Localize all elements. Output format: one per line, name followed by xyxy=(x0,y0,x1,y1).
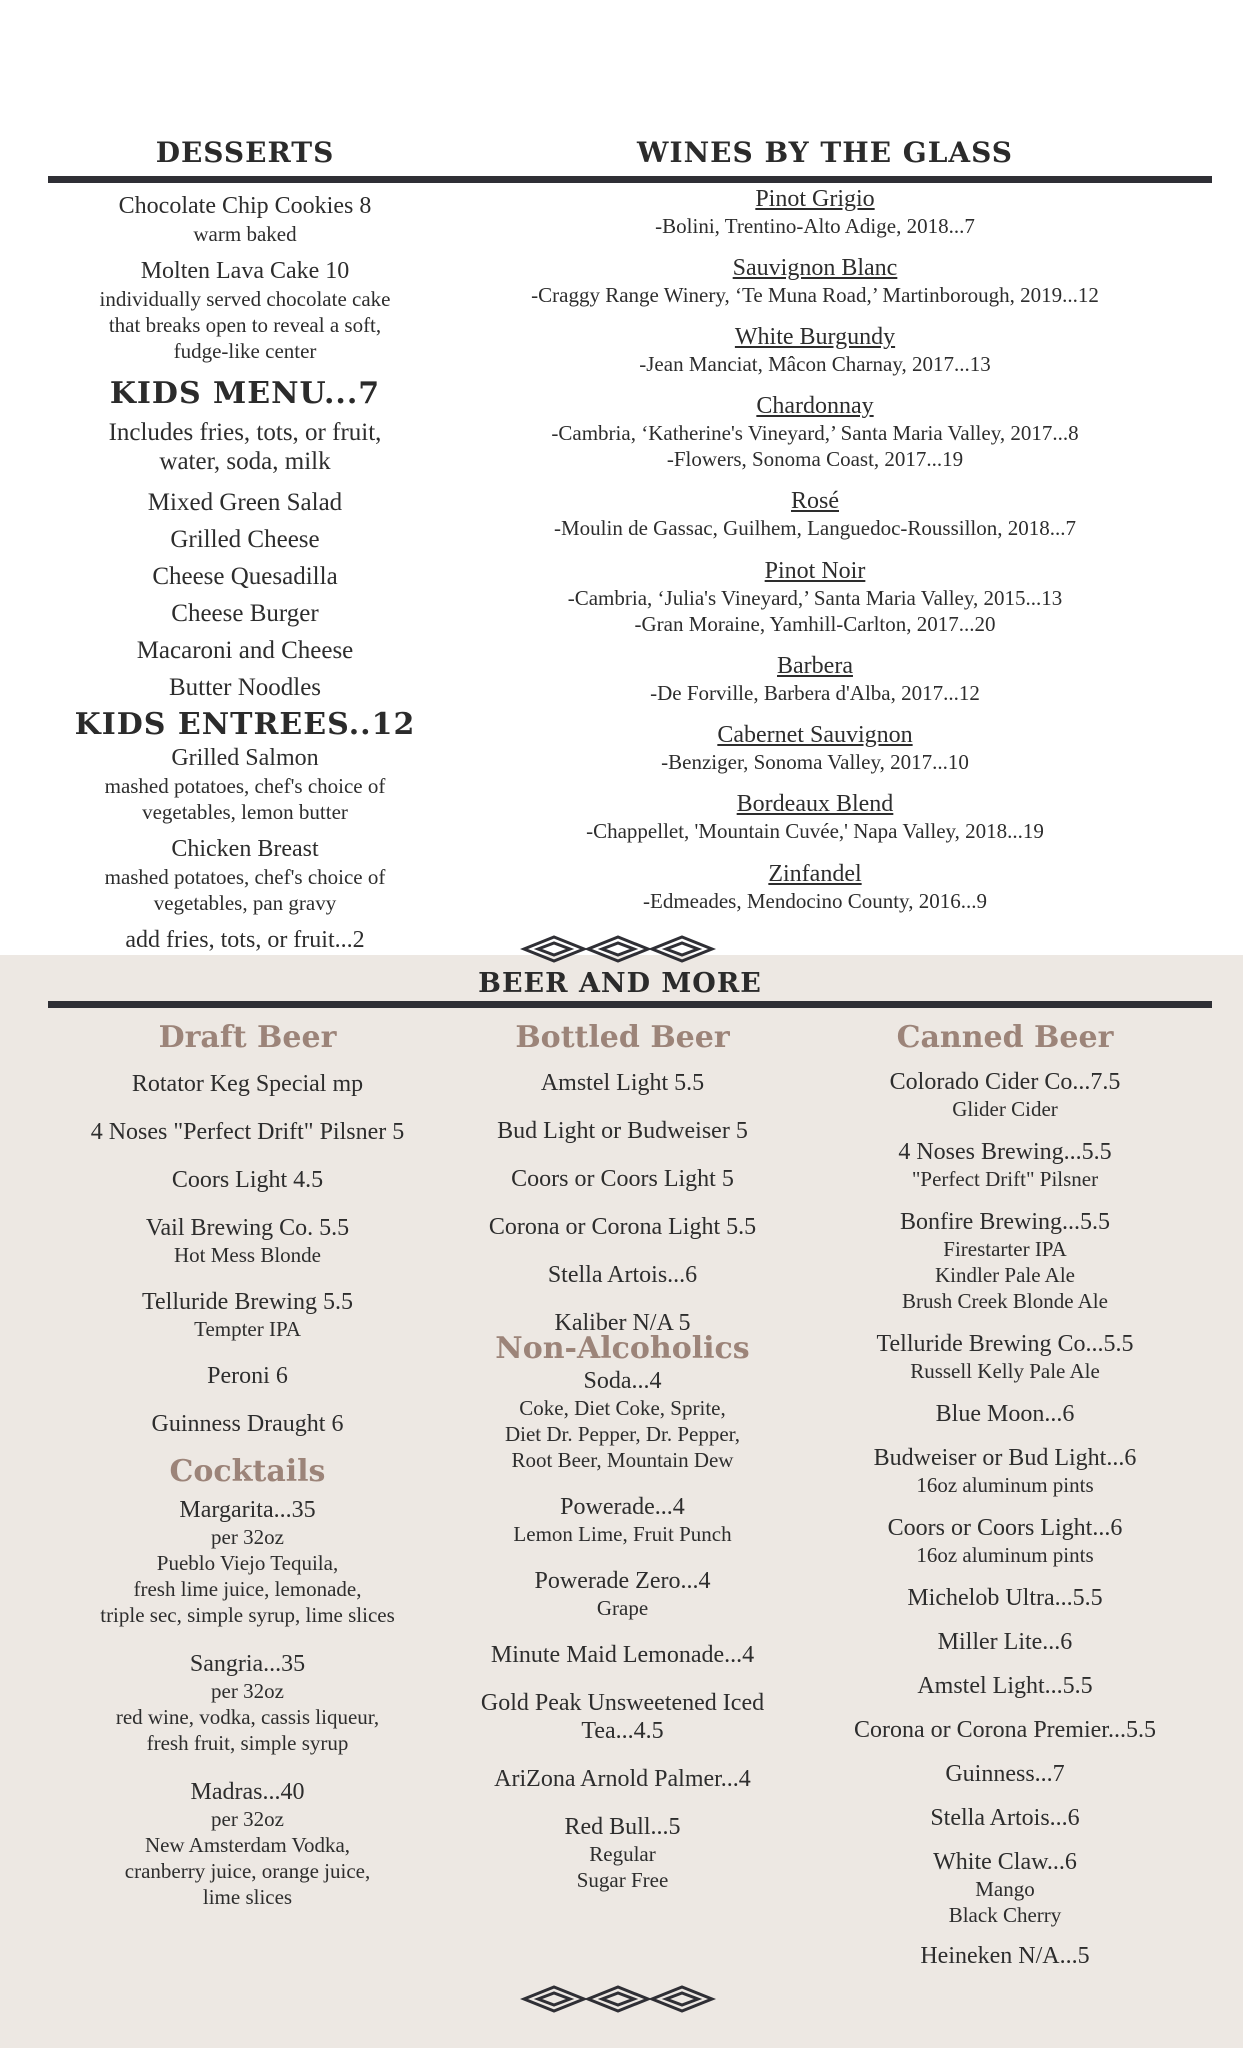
wine-name: Barbera xyxy=(777,653,853,679)
canned-beer-heading: Canned Beer xyxy=(896,1020,1114,1055)
draft-beer-heading: Draft Beer xyxy=(158,1020,337,1055)
bottled-item: Coors or Coors Light 5 xyxy=(511,1166,734,1192)
wine-name: Sauvignon Blanc xyxy=(732,255,898,281)
diamond-ornament-icon xyxy=(520,934,720,964)
cocktail-name: Sangria...35 xyxy=(189,1651,306,1677)
canned-item: Miller Lite...6 xyxy=(937,1629,1073,1655)
wine-item xyxy=(500,861,1130,914)
canned-item: Amstel Light...5.5 xyxy=(917,1673,1093,1699)
canned-item: Bonfire Brewing...5.5 xyxy=(900,1209,1110,1235)
wine-item xyxy=(500,558,1130,637)
non-alcoholic-desc: Lemon Lime, Fruit Punch xyxy=(513,1522,732,1546)
kids-menu-item: Macaroni and Cheese xyxy=(136,637,354,664)
desserts-heading: DESSERTS xyxy=(155,136,335,169)
canned-item-desc: Mango xyxy=(975,1877,1035,1901)
draft-item: 4 Noses "Perfect Drift" Pilsner 5 xyxy=(90,1119,405,1145)
wine-name: Zinfandel xyxy=(768,861,862,887)
kids-menu-item: Grilled Cheese xyxy=(170,526,320,553)
non-alcoholic-name: Red Bull...5 xyxy=(564,1814,681,1840)
draft-beer-column xyxy=(60,1020,435,1910)
wine-item xyxy=(500,393,1130,472)
cocktail-name: Margarita...35 xyxy=(179,1497,316,1523)
canned-item-desc: Brush Creek Blonde Ale xyxy=(902,1289,1108,1313)
draft-item: Guinness Draught 6 xyxy=(151,1411,344,1437)
wines-heading: WINES BY THE GLASS xyxy=(637,136,1013,169)
canned-item: Corona or Corona Premier...5.5 xyxy=(854,1717,1156,1743)
wine-name: Cabernet Sauvignon xyxy=(717,722,913,748)
beer-heading: BEER AND MORE xyxy=(478,968,762,999)
non-alcoholic-desc: Sugar Free xyxy=(576,1868,669,1892)
cocktail-desc: red wine, vodka, cassis liqueur, xyxy=(115,1705,380,1729)
wine-detail: -Benziger, Sonoma Valley, 2017...10 xyxy=(661,750,969,774)
wine-detail: -Craggy Range Winery, ‘Te Muna Road,’ Martinborough, 2019...12 xyxy=(531,283,1099,307)
kids-menu-item: Cheese Burger xyxy=(171,600,319,627)
cocktail-desc: Pueblo Viejo Tequila, xyxy=(156,1551,339,1575)
non-alcoholic-name: Gold Peak Unsweetened Iced xyxy=(480,1690,765,1716)
canned-item-desc: 16oz aluminum pints xyxy=(916,1543,1094,1567)
kids-menu-item: Cheese Quesadilla xyxy=(152,563,338,590)
kids-entree-name: Grilled Salmon xyxy=(171,745,319,771)
canned-item: Coors or Coors Light...6 xyxy=(887,1515,1123,1541)
cocktail-desc: fresh lime juice, lemonade, xyxy=(133,1577,362,1601)
canned-item: Heineken N/A...5 xyxy=(920,1943,1090,1969)
kids-includes: Includes fries, tots, or fruit, xyxy=(108,419,382,446)
wine-name: Chardonnay xyxy=(756,393,874,419)
canned-item: White Claw...6 xyxy=(933,1849,1077,1875)
non-alcoholic-name: AriZona Arnold Palmer...4 xyxy=(494,1766,751,1792)
dessert-desc: warm baked xyxy=(193,222,297,246)
canned-item-desc: Russell Kelly Pale Ale xyxy=(910,1359,1100,1383)
wine-name: White Burgundy xyxy=(734,324,896,350)
kids-entree-desc: mashed potatoes, chef's choice of xyxy=(104,774,386,798)
cocktail-desc: lime slices xyxy=(202,1885,293,1909)
bottled-item: Corona or Corona Light 5.5 xyxy=(488,1214,757,1240)
wine-detail: -Gran Moraine, Yamhill-Carlton, 2017...20 xyxy=(634,612,996,636)
wine-detail: -Jean Manciat, Mâcon Charnay, 2017...13 xyxy=(639,352,991,376)
non-alcoholic-desc: Regular xyxy=(589,1842,656,1866)
canned-item: Blue Moon...6 xyxy=(935,1401,1075,1427)
canned-item: Michelob Ultra...5.5 xyxy=(907,1585,1103,1611)
kids-menu-heading: KIDS MENU...7 xyxy=(109,376,381,411)
dessert-desc: individually served chocolate cake xyxy=(99,287,391,311)
wine-name: Bordeaux Blend xyxy=(736,791,894,817)
kids-menu-item: Mixed Green Salad xyxy=(147,489,343,516)
dessert-desc: that breaks open to reveal a soft, xyxy=(108,313,382,337)
cocktail-desc: per 32oz xyxy=(211,1525,284,1549)
kids-includes: water, soda, milk xyxy=(159,448,331,475)
kids-entree-desc: vegetables, pan gravy xyxy=(153,891,337,915)
wine-detail: -Bolini, Trentino-Alto Adige, 2018...7 xyxy=(655,214,975,238)
wine-detail: -De Forville, Barbera d'Alba, 2017...12 xyxy=(650,681,980,705)
wine-item xyxy=(500,186,1130,239)
kids-entree-item xyxy=(60,835,430,916)
wine-item xyxy=(500,488,1130,541)
bottled-beer-column xyxy=(440,1020,805,1893)
wine-detail: -Moulin de Gassac, Guilhem, Languedoc-Roussillon, 2018...7 xyxy=(553,516,1076,540)
canned-item-desc: Firestarter IPA xyxy=(943,1237,1067,1261)
dessert-name: Chocolate Chip Cookies 8 xyxy=(118,193,372,219)
canned-item: Guinness...7 xyxy=(945,1761,1065,1787)
draft-item: Telluride Brewing 5.5 xyxy=(142,1289,353,1315)
canned-item: Telluride Brewing Co...5.5 xyxy=(876,1331,1134,1357)
draft-item: Rotator Keg Special mp xyxy=(131,1071,364,1097)
dessert-name: Molten Lava Cake 10 xyxy=(140,258,350,284)
wine-name: Pinot Grigio xyxy=(755,186,875,212)
canned-item: 4 Noses Brewing...5.5 xyxy=(898,1139,1112,1165)
kids-entrees-heading: KIDS ENTREES..12 xyxy=(74,707,416,742)
bottled-item: Stella Artois...6 xyxy=(547,1262,698,1288)
kids-menu-item: Butter Noodles xyxy=(168,674,322,701)
bottled-item: Amstel Light 5.5 xyxy=(540,1070,705,1096)
cocktail-name: Madras...40 xyxy=(190,1779,305,1805)
cocktail-desc: per 32oz xyxy=(211,1807,284,1831)
non-alcoholic-desc: Root Beer, Mountain Dew xyxy=(511,1448,734,1472)
beer-divider xyxy=(48,1001,1212,1008)
wine-item xyxy=(500,653,1130,706)
kids-entree-item xyxy=(60,744,430,825)
kids-addon: add fries, tots, or fruit...2 xyxy=(125,927,365,953)
wine-detail: -Cambria, ‘Julia's Vineyard,’ Santa Maria Valley, 2015...13 xyxy=(567,586,1063,610)
desserts-section xyxy=(60,192,430,955)
wine-detail: -Cambria, ‘Katherine's Vineyard,’ Santa Maria Valley, 2017...8 xyxy=(551,421,1079,445)
top-divider xyxy=(48,176,1212,183)
dessert-desc: fudge-like center xyxy=(173,339,317,363)
non-alcoholic-heading: Non-Alcoholics xyxy=(495,1331,750,1366)
draft-item: Peroni 6 xyxy=(207,1363,288,1389)
draft-item-desc: Tempter IPA xyxy=(194,1317,301,1341)
canned-item: Colorado Cider Co...7.5 xyxy=(889,1069,1121,1095)
draft-item: Coors Light 4.5 xyxy=(171,1167,324,1193)
wine-item xyxy=(500,324,1130,377)
draft-item-desc: Hot Mess Blonde xyxy=(174,1243,321,1267)
diamond-ornament-icon xyxy=(520,1984,720,2014)
wine-detail: -Chappellet, 'Mountain Cuvée,' Napa Valley, 2018...19 xyxy=(586,819,1044,843)
canned-item: Budweiser or Bud Light...6 xyxy=(873,1445,1137,1471)
non-alcoholic-desc: Grape xyxy=(596,1596,649,1620)
bottled-item: Bud Light or Budweiser 5 xyxy=(497,1118,748,1144)
cocktail-desc: per 32oz xyxy=(211,1679,284,1703)
canned-item-desc: 16oz aluminum pints xyxy=(916,1473,1094,1497)
wine-detail: -Edmeades, Mendocino County, 2016...9 xyxy=(643,889,987,913)
canned-item-desc: Kindler Pale Ale xyxy=(935,1263,1075,1287)
wine-name: Rosé xyxy=(791,488,839,514)
kids-entree-desc: vegetables, lemon butter xyxy=(142,800,348,824)
cocktail-desc: fresh fruit, simple syrup xyxy=(146,1731,349,1755)
dessert-item xyxy=(60,192,430,247)
bottled-item: Kaliber N/A 5 xyxy=(554,1310,691,1336)
wine-name: Pinot Noir xyxy=(764,558,866,584)
non-alcoholic-name: Minute Maid Lemonade...4 xyxy=(490,1642,755,1668)
cocktails-heading: Cocktails xyxy=(169,1454,326,1489)
cocktail-desc: triple sec, simple syrup, lime slices xyxy=(100,1603,395,1627)
cocktail-desc: New Amsterdam Vodka, xyxy=(144,1833,351,1857)
non-alcoholic-name: Powerade...4 xyxy=(560,1494,685,1520)
draft-item: Vail Brewing Co. 5.5 xyxy=(145,1215,350,1241)
wine-item xyxy=(500,722,1130,775)
wine-item xyxy=(500,791,1130,844)
wine-detail: -Flowers, Sonoma Coast, 2017...19 xyxy=(666,447,964,471)
cocktail-desc: cranberry juice, orange juice, xyxy=(124,1859,371,1883)
wine-item xyxy=(500,255,1130,308)
non-alcoholic-name: Soda...4 xyxy=(583,1368,662,1394)
bottled-beer-heading: Bottled Beer xyxy=(515,1020,730,1055)
canned-beer-column xyxy=(815,1020,1195,1970)
canned-item-desc: Glider Cider xyxy=(952,1097,1058,1121)
canned-item: Stella Artois...6 xyxy=(930,1805,1080,1831)
kids-entree-desc: mashed potatoes, chef's choice of xyxy=(104,865,386,889)
non-alcoholic-desc: Coke, Diet Coke, Sprite, xyxy=(519,1396,726,1420)
non-alcoholic-desc: Diet Dr. Pepper, Dr. Pepper, xyxy=(504,1422,741,1446)
canned-item-desc: "Perfect Drift" Pilsner xyxy=(911,1167,1099,1191)
canned-item-desc: Black Cherry xyxy=(948,1903,1062,1927)
non-alcoholic-name: Powerade Zero...4 xyxy=(534,1568,711,1594)
dessert-item xyxy=(60,257,430,364)
kids-entree-name: Chicken Breast xyxy=(171,836,319,862)
non-alcoholic-name: Tea...4.5 xyxy=(581,1718,664,1744)
